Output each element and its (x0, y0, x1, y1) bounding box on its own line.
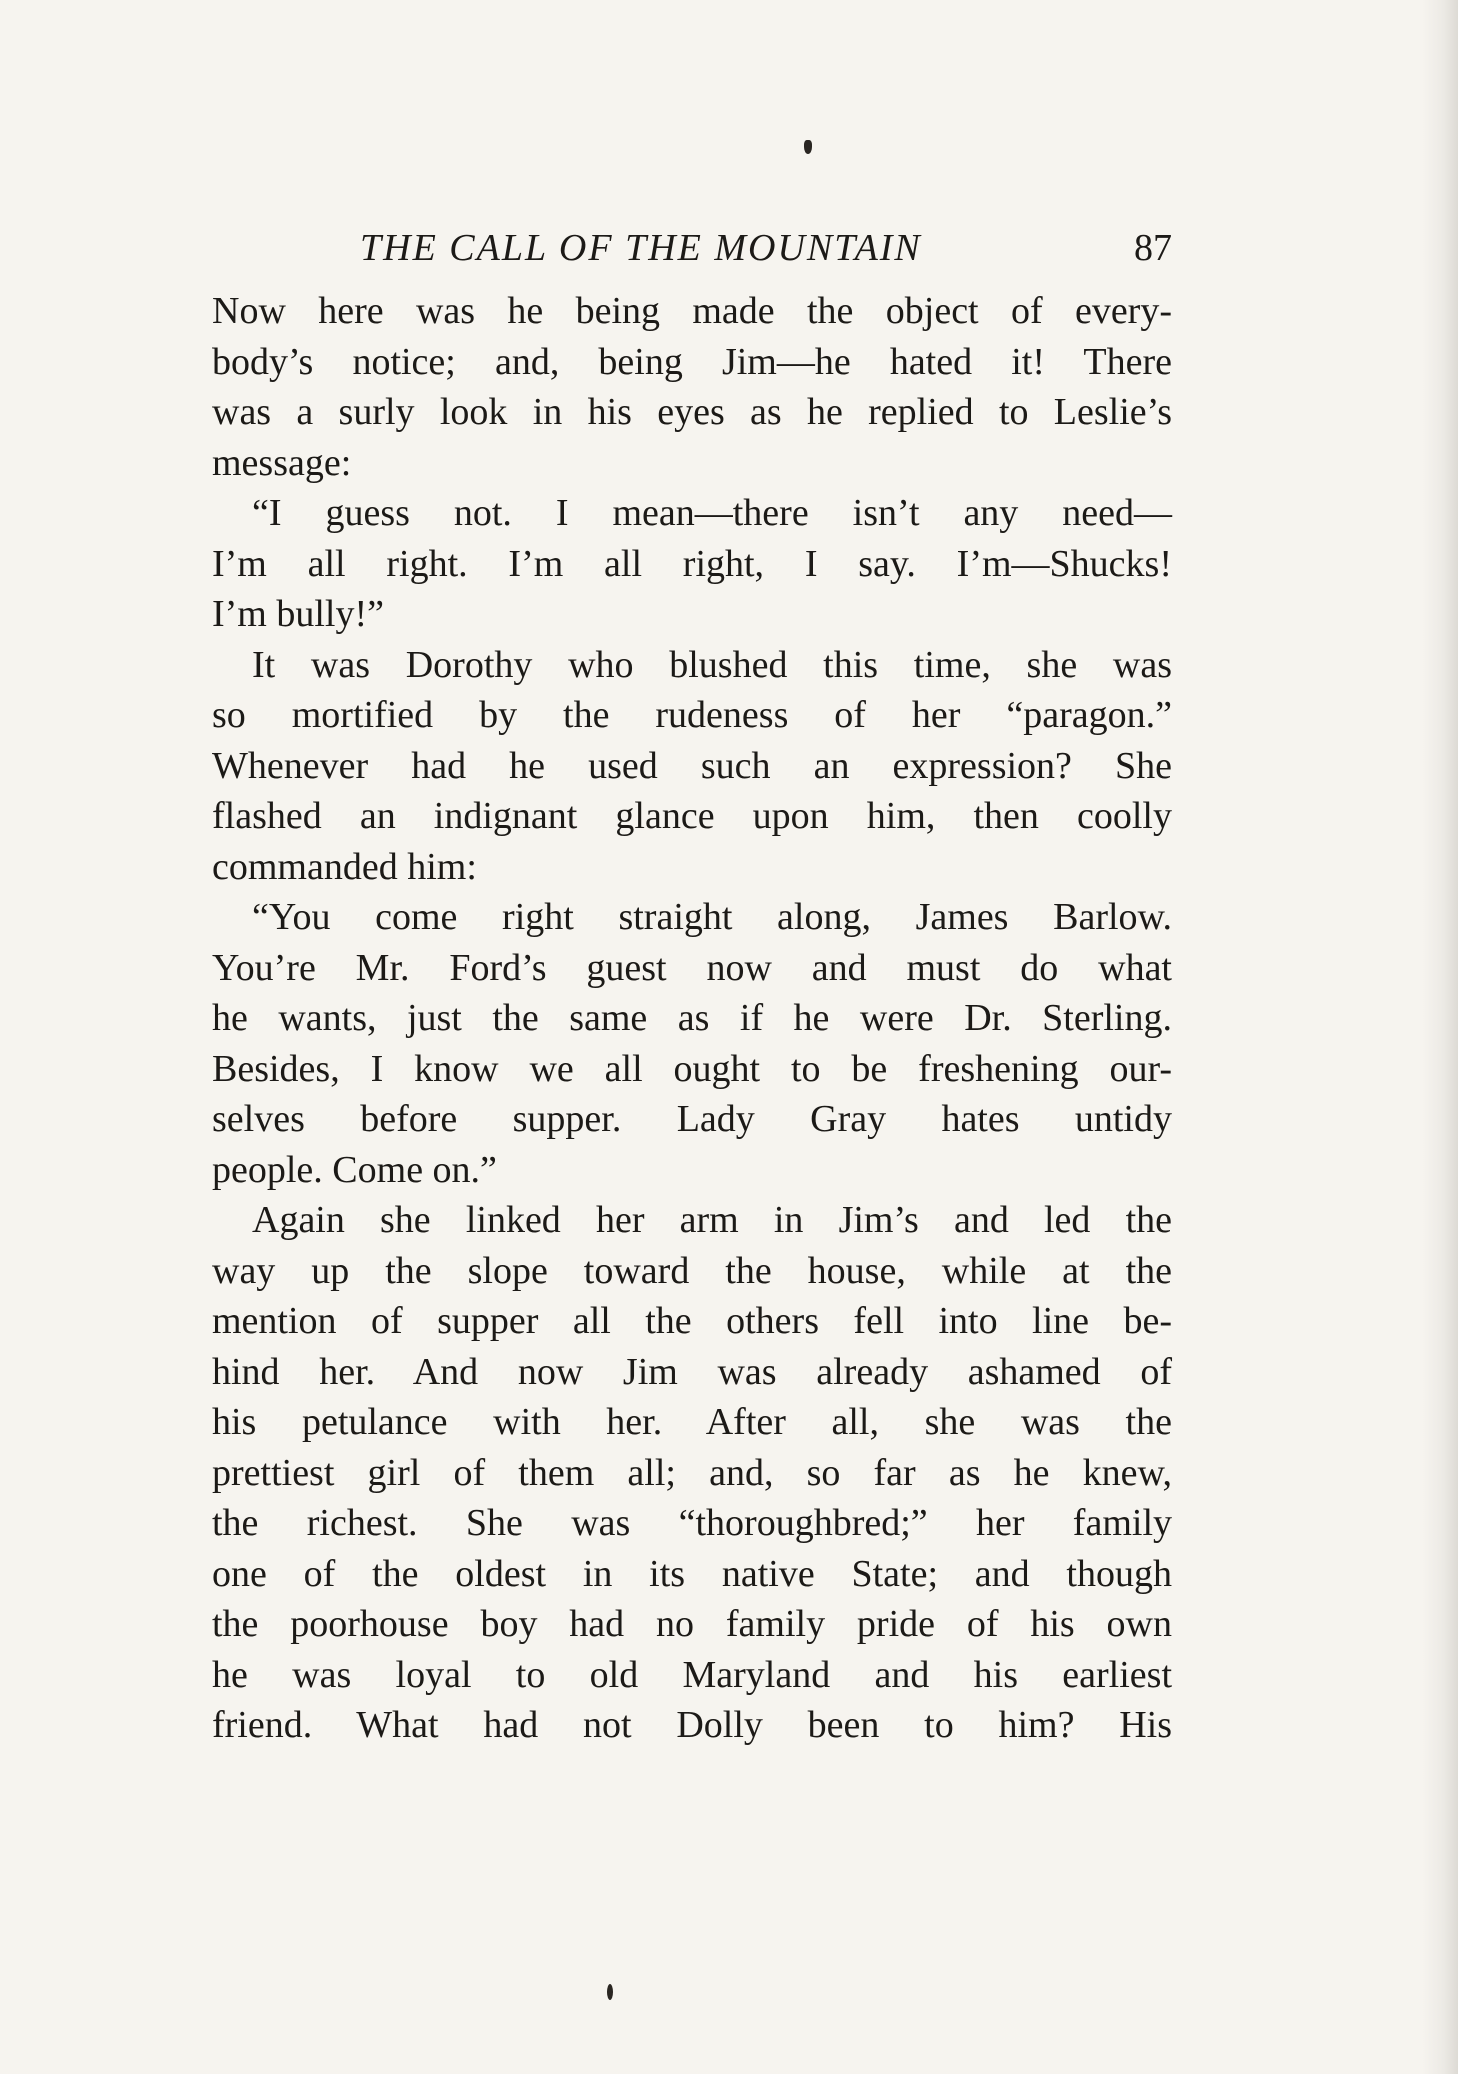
text-line: Whenever had he used such an expression? She (212, 744, 1172, 787)
text-line: selves before supper. Lady Gray hates untidy (212, 1098, 1172, 1140)
text-line: “You come right straight along, James Barlow. (252, 896, 1172, 938)
text-line: It was Dorothy who blushed this time, she was (252, 643, 1172, 686)
text-line: the poorhouse boy had no family pride of his own (212, 1603, 1172, 1645)
text-line: one of the oldest in its native State; and though (212, 1552, 1172, 1595)
text-line: commanded him: (212, 845, 477, 888)
text-line: way up the slope toward the house, while at the (212, 1249, 1172, 1292)
ink-speck-top (804, 140, 812, 154)
body-text (212, 286, 1172, 1751)
text-line: friend. What had not Dolly been to him? His (212, 1704, 1172, 1746)
text-line: body’s notice; and, being Jim—he hated it! There (212, 340, 1172, 383)
running-head: THE CALL OF THE MOUNTAIN (360, 227, 922, 269)
text-line: message: (212, 441, 352, 484)
text-line: people. Come on.” (212, 1148, 497, 1191)
text-line: I’m all right. I’m all right, I say. I’m—Shucks! (212, 542, 1172, 585)
text-line: he wants, just the same as if he were Dr. Sterling. (212, 997, 1172, 1039)
text-line: prettiest girl of them all; and, so far as he knew, (212, 1451, 1172, 1494)
text-line: hind her. And now Jim was already ashamed of (212, 1350, 1172, 1393)
page-header (212, 226, 1172, 274)
text-line: mention of supper all the others fell into line be- (212, 1300, 1172, 1342)
ink-speck-bottom (607, 1984, 613, 2000)
text-line: You’re Mr. Ford’s guest now and must do what (212, 946, 1172, 989)
text-line: “I guess not. I mean—there isn’t any need— (252, 492, 1172, 534)
text-line: Besides, I know we all ought to be freshening our- (212, 1047, 1172, 1090)
text-line: so mortified by the rudeness of her “paragon.” (212, 694, 1172, 736)
text-line: Again she linked her arm in Jim’s and led the (252, 1199, 1172, 1241)
text-line: his petulance with her. After all, she was the (212, 1401, 1172, 1443)
text-line: the richest. She was “thoroughbred;” her family (212, 1502, 1172, 1544)
page-number: 87 (1134, 227, 1172, 269)
text-line: Now here was he being made the object of every- (212, 290, 1172, 332)
text-line: was a surly look in his eyes as he replied to Leslie’s (212, 391, 1172, 433)
text-line: I’m bully!” (212, 593, 385, 635)
text-line: flashed an indignant glance upon him, then coolly (212, 795, 1172, 837)
page-edge-shadow (1422, 0, 1458, 2074)
text-line: he was loyal to old Maryland and his earliest (212, 1653, 1172, 1696)
